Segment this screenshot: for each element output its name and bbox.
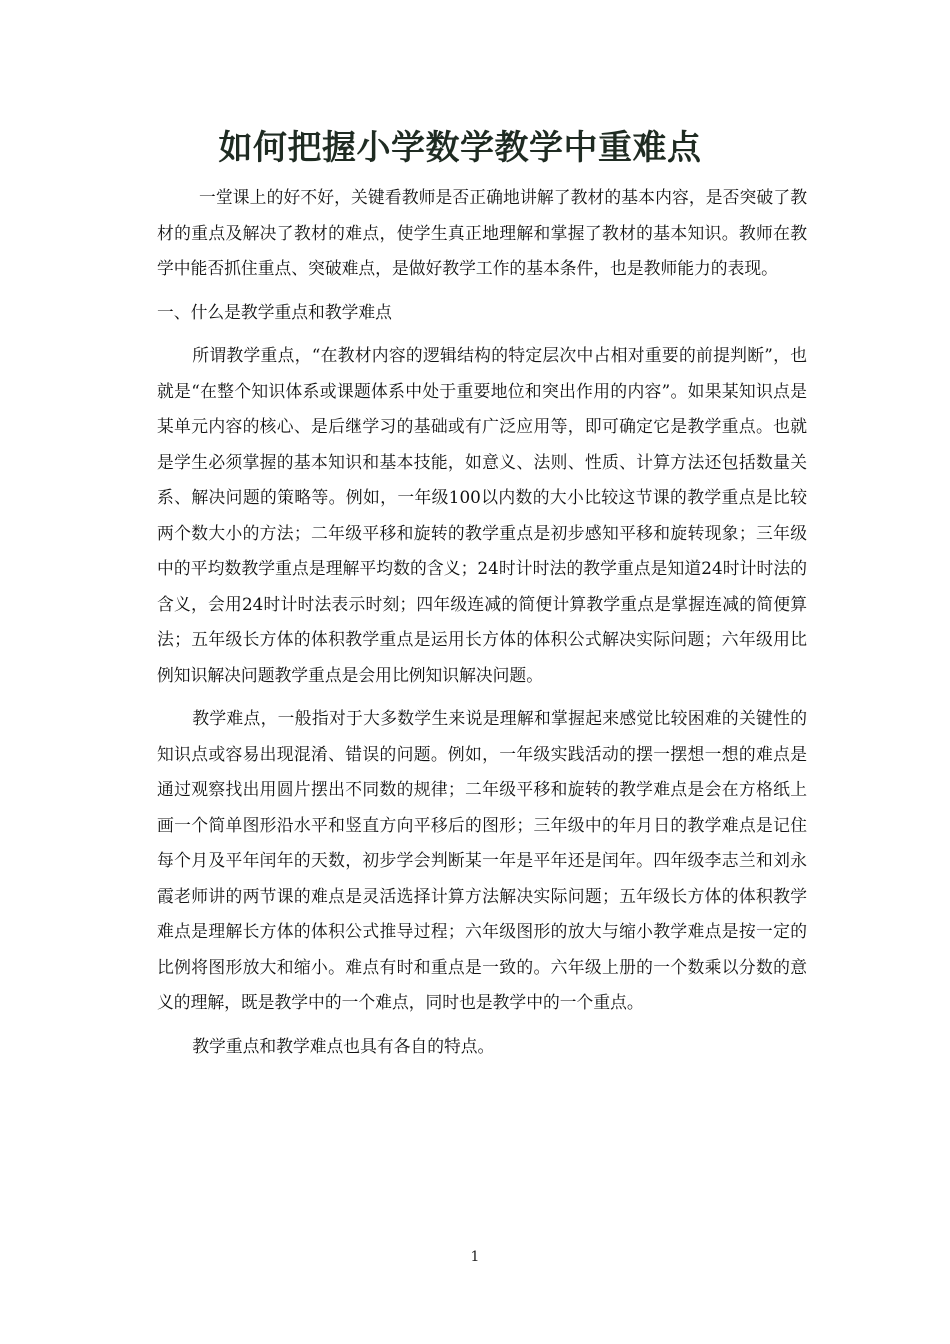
teaching-focus-paragraph: 所谓教学重点，“在教材内容的逻辑结构的特定层次中占相对重要的前提判断”，也就是“在整个知识体系或课题体系中处于重要地位和突出作用的内容”。如果某知识点是某单元内容的核心、是后继学习的基础或有广泛应用等，即可确定它是教学重点。也就是学生必须掌握的基本知识和基本技能，如意义、法则、性质、计算方法还包括数量关系、解决问题的策略等。例如，一年级100以内数的大小比较这节课的教学重点是比较两个数大小的方法；二年级平移和旋转的教学重点是初步感知平移和旋转现象；三年级中的平均数教学重点是理解平均数的含义；24时计时法的教学重点是知道24时计时法的含义，会用24时计时法表示时刻；四年级连减的简便计算教学重点是掌握连减的简便算法；五年级长方体的体积教学重点是运用长方体的体积公式解决实际问题；六年级用比例知识解决问题教学重点是会用比例知识解决问题。 xyxy=(157,345,807,685)
teaching-difficulty-paragraph: 教学难点，一般指对于大多数学生来说是理解和掌握起来感觉比较困难的关键性的知识点或容易出现混淆、错误的问题。例如，一年级实践活动的摆一摆想一想的难点是通过观察找出用圆片摆出不同数的规律；二年级平移和旋转的教学难点是会在方格纸上画一个简单图形沿水平和竖直方向平移后的图形；三年级中的年月日的教学难点是记住每个月及平年闰年的天数，初步学会判断某一年是平年还是闰年。四年级李志兰和刘永霞老师讲的两节课的难点是灵活选择计算方法解决实际问题；五年级长方体的体积教学难点是理解长方体的体积公式推导过程；六年级图形的放大与缩小教学难点是按一定的比例将图形放大和缩小。难点有时和重点是一致的。六年级上册的一个数乘以分数的意义的理解，既是教学中的一个难点，同时也是教学中的一个重点。 xyxy=(157,708,807,1012)
page-number: 1 xyxy=(470,1249,480,1265)
section-heading: 一、什么是教学重点和教学难点 xyxy=(157,301,392,322)
document-body xyxy=(157,180,807,1064)
features-paragraph: 教学重点和教学难点也具有各自的特点。 xyxy=(192,1035,495,1056)
intro-paragraph: 一堂课上的好不好，关键看教师是否正确地讲解了教材的基本内容，是否突破了教材的重点及解决了教材的难点，使学生真正地理解和掌握了教材的基本知识。教师在教学中能否抓住重点、突破难点，是做好教学工作的基本条件，也是教师能力的表现。 xyxy=(157,187,807,278)
document-title: 如何把握小学数学教学中重难点 xyxy=(218,128,702,168)
